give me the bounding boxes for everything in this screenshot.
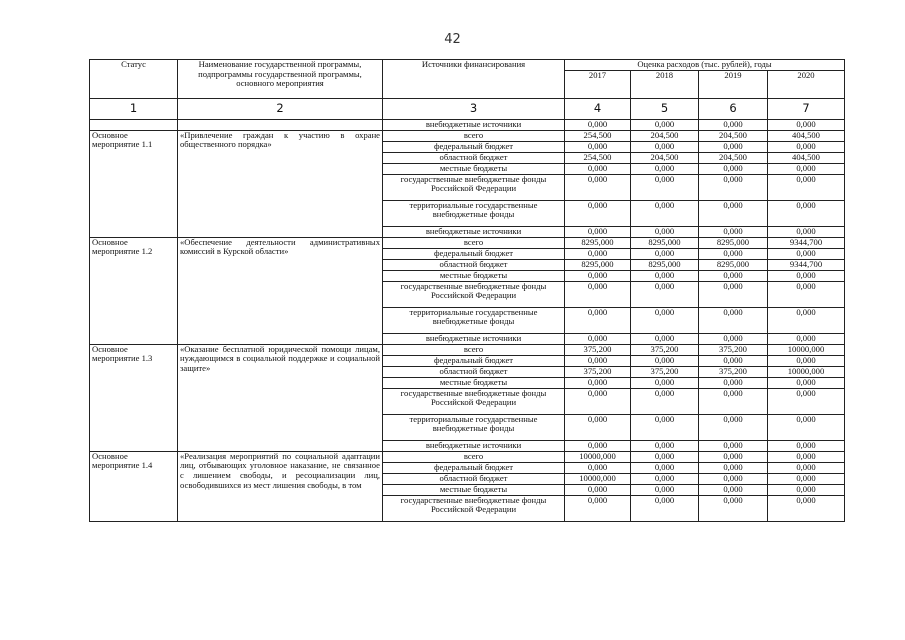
value-cell: 0,000 <box>565 163 631 174</box>
name-cell <box>178 119 383 130</box>
value-cell: 0,000 <box>631 484 699 495</box>
value-cell: 0,000 <box>699 281 768 307</box>
value-cell: 0,000 <box>699 226 768 237</box>
value-cell: 0,000 <box>565 174 631 200</box>
value-cell: 0,000 <box>768 495 845 521</box>
value-cell: 404,500 <box>768 130 845 141</box>
value-cell: 0,000 <box>631 451 699 462</box>
source-cell: всего <box>383 130 565 141</box>
header-year: 2017 <box>565 70 631 98</box>
value-cell: 0,000 <box>565 495 631 521</box>
budget-table <box>89 59 845 522</box>
column-number: 5 <box>631 98 699 119</box>
source-cell: внебюджетные источники <box>383 119 565 130</box>
value-cell: 0,000 <box>631 333 699 344</box>
source-cell: областной бюджет <box>383 366 565 377</box>
source-cell: федеральный бюджет <box>383 248 565 259</box>
value-cell: 10000,000 <box>565 451 631 462</box>
value-cell: 0,000 <box>768 333 845 344</box>
value-cell: 375,200 <box>565 366 631 377</box>
value-cell: 0,000 <box>631 414 699 440</box>
value-cell: 0,000 <box>631 495 699 521</box>
value-cell: 0,000 <box>699 473 768 484</box>
value-cell: 0,000 <box>768 440 845 451</box>
value-cell: 9344,700 <box>768 237 845 248</box>
source-cell: внебюджетные источники <box>383 440 565 451</box>
value-cell: 8295,000 <box>631 237 699 248</box>
value-cell: 375,200 <box>699 344 768 355</box>
source-cell: всего <box>383 344 565 355</box>
value-cell: 8295,000 <box>699 237 768 248</box>
value-cell: 0,000 <box>631 440 699 451</box>
header-year: 2019 <box>699 70 768 98</box>
source-cell: местные бюджеты <box>383 377 565 388</box>
name-cell: «Оказание бесплатной юридической помощи лицам, нуждающимся в социальной поддержке и социальной защите» <box>178 344 383 451</box>
value-cell: 8295,000 <box>565 237 631 248</box>
value-cell: 0,000 <box>631 200 699 226</box>
value-cell: 0,000 <box>699 462 768 473</box>
value-cell: 8295,000 <box>565 259 631 270</box>
value-cell: 204,500 <box>631 130 699 141</box>
column-number: 6 <box>699 98 768 119</box>
value-cell: 0,000 <box>565 307 631 333</box>
value-cell: 0,000 <box>631 388 699 414</box>
source-cell: территориальные государственные внебюджетные фонды <box>383 414 565 440</box>
value-cell: 204,500 <box>699 130 768 141</box>
value-cell: 0,000 <box>631 163 699 174</box>
value-cell: 0,000 <box>699 355 768 366</box>
value-cell: 0,000 <box>768 377 845 388</box>
status-cell: Основное мероприятие 1.1 <box>90 130 178 237</box>
value-cell: 0,000 <box>699 388 768 414</box>
value-cell: 0,000 <box>768 270 845 281</box>
source-cell: территориальные государственные внебюджетные фонды <box>383 200 565 226</box>
header-year: 2020 <box>768 70 845 98</box>
value-cell: 0,000 <box>768 473 845 484</box>
value-cell: 0,000 <box>699 440 768 451</box>
value-cell: 204,500 <box>631 152 699 163</box>
value-cell: 375,200 <box>631 366 699 377</box>
value-cell: 0,000 <box>768 248 845 259</box>
value-cell: 8295,000 <box>631 259 699 270</box>
source-cell: областной бюджет <box>383 259 565 270</box>
value-cell: 0,000 <box>699 495 768 521</box>
value-cell: 404,500 <box>768 152 845 163</box>
value-cell: 0,000 <box>565 200 631 226</box>
value-cell: 0,000 <box>699 174 768 200</box>
value-cell: 0,000 <box>699 141 768 152</box>
value-cell: 10000,000 <box>768 366 845 377</box>
table-row <box>90 344 845 355</box>
value-cell: 0,000 <box>565 270 631 281</box>
value-cell: 0,000 <box>565 462 631 473</box>
value-cell: 0,000 <box>768 226 845 237</box>
value-cell: 0,000 <box>565 484 631 495</box>
value-cell: 0,000 <box>565 119 631 130</box>
value-cell: 0,000 <box>699 248 768 259</box>
value-cell: 0,000 <box>631 473 699 484</box>
value-cell: 0,000 <box>631 377 699 388</box>
source-cell: государственные внебюджетные фонды Российской Федерации <box>383 281 565 307</box>
value-cell: 0,000 <box>768 451 845 462</box>
value-cell: 375,200 <box>699 366 768 377</box>
source-cell: областной бюджет <box>383 473 565 484</box>
source-cell: всего <box>383 451 565 462</box>
value-cell: 0,000 <box>768 484 845 495</box>
header-year: 2018 <box>631 70 699 98</box>
value-cell: 10000,000 <box>768 344 845 355</box>
name-cell: «Обеспечение деятельности административных комиссий в Курской области» <box>178 237 383 344</box>
page-number: 42 <box>444 32 461 47</box>
value-cell: 0,000 <box>768 307 845 333</box>
column-number: 1 <box>90 98 178 119</box>
value-cell: 375,200 <box>631 344 699 355</box>
source-cell: областной бюджет <box>383 152 565 163</box>
source-cell: внебюджетные источники <box>383 226 565 237</box>
value-cell: 0,000 <box>631 270 699 281</box>
value-cell: 0,000 <box>768 388 845 414</box>
value-cell: 375,200 <box>565 344 631 355</box>
status-cell: Основное мероприятие 1.3 <box>90 344 178 451</box>
source-cell: федеральный бюджет <box>383 462 565 473</box>
value-cell: 9344,700 <box>768 259 845 270</box>
value-cell: 0,000 <box>699 377 768 388</box>
source-cell: территориальные государственные внебюджетные фонды <box>383 307 565 333</box>
value-cell: 0,000 <box>631 281 699 307</box>
value-cell: 0,000 <box>768 281 845 307</box>
value-cell: 0,000 <box>699 414 768 440</box>
value-cell: 0,000 <box>699 200 768 226</box>
value-cell: 254,500 <box>565 152 631 163</box>
value-cell: 0,000 <box>565 141 631 152</box>
source-cell: внебюджетные источники <box>383 333 565 344</box>
value-cell: 0,000 <box>565 333 631 344</box>
column-number: 7 <box>768 98 845 119</box>
column-number: 3 <box>383 98 565 119</box>
header-status: Статус <box>90 60 178 99</box>
status-cell: Основное мероприятие 1.4 <box>90 451 178 521</box>
value-cell: 0,000 <box>631 141 699 152</box>
value-cell: 0,000 <box>631 248 699 259</box>
value-cell: 8295,000 <box>699 259 768 270</box>
table-row <box>90 237 845 248</box>
value-cell: 0,000 <box>699 451 768 462</box>
value-cell: 0,000 <box>565 281 631 307</box>
value-cell: 0,000 <box>565 388 631 414</box>
value-cell: 0,000 <box>631 355 699 366</box>
column-number: 2 <box>178 98 383 119</box>
value-cell: 0,000 <box>631 119 699 130</box>
value-cell: 0,000 <box>565 440 631 451</box>
value-cell: 0,000 <box>565 248 631 259</box>
name-cell: «Привлечение граждан к участию в охране общественного порядка» <box>178 130 383 237</box>
status-cell: Основное мероприятие 1.2 <box>90 237 178 344</box>
value-cell: 0,000 <box>768 355 845 366</box>
carry-row <box>90 119 845 130</box>
source-cell: государственные внебюджетные фонды Российской Федерации <box>383 174 565 200</box>
value-cell: 0,000 <box>565 414 631 440</box>
value-cell: 0,000 <box>631 462 699 473</box>
header-name: Наименование государственной программы, подпрограммы государственной программы, основного мероприятия <box>178 60 383 99</box>
value-cell: 0,000 <box>699 484 768 495</box>
value-cell: 0,000 <box>699 333 768 344</box>
value-cell: 0,000 <box>768 163 845 174</box>
source-cell: федеральный бюджет <box>383 141 565 152</box>
value-cell: 0,000 <box>768 200 845 226</box>
value-cell: 0,000 <box>565 377 631 388</box>
value-cell: 0,000 <box>699 307 768 333</box>
column-number: 4 <box>565 98 631 119</box>
value-cell: 204,500 <box>699 152 768 163</box>
value-cell: 0,000 <box>631 226 699 237</box>
value-cell: 0,000 <box>631 174 699 200</box>
value-cell: 0,000 <box>768 414 845 440</box>
source-cell: федеральный бюджет <box>383 355 565 366</box>
value-cell: 0,000 <box>699 163 768 174</box>
source-cell: местные бюджеты <box>383 163 565 174</box>
table-row <box>90 130 845 141</box>
value-cell: 0,000 <box>565 226 631 237</box>
source-cell: местные бюджеты <box>383 270 565 281</box>
status-cell <box>90 119 178 130</box>
value-cell: 0,000 <box>565 355 631 366</box>
header-sources: Источники финансирования <box>383 60 565 99</box>
value-cell: 0,000 <box>768 462 845 473</box>
source-cell: всего <box>383 237 565 248</box>
value-cell: 0,000 <box>768 174 845 200</box>
table-row <box>90 451 845 462</box>
name-cell: «Реализация мероприятий по социальной адаптации лиц, отбывающих уголовное наказание, не связанное с лишением свободы, и ресоциализации лиц, освободившихся из мест лишения свободы, в том <box>178 451 383 521</box>
value-cell: 0,000 <box>699 270 768 281</box>
value-cell: 0,000 <box>768 119 845 130</box>
source-cell: местные бюджеты <box>383 484 565 495</box>
column-number-row <box>90 98 845 119</box>
value-cell: 0,000 <box>631 307 699 333</box>
header-row-1 <box>90 60 845 71</box>
value-cell: 0,000 <box>768 141 845 152</box>
value-cell: 10000,000 <box>565 473 631 484</box>
source-cell: государственные внебюджетные фонды Российской Федерации <box>383 495 565 521</box>
header-estimate: Оценка расходов (тыс. рублей), годы <box>565 60 845 71</box>
value-cell: 0,000 <box>699 119 768 130</box>
value-cell: 254,500 <box>565 130 631 141</box>
source-cell: государственные внебюджетные фонды Российской Федерации <box>383 388 565 414</box>
